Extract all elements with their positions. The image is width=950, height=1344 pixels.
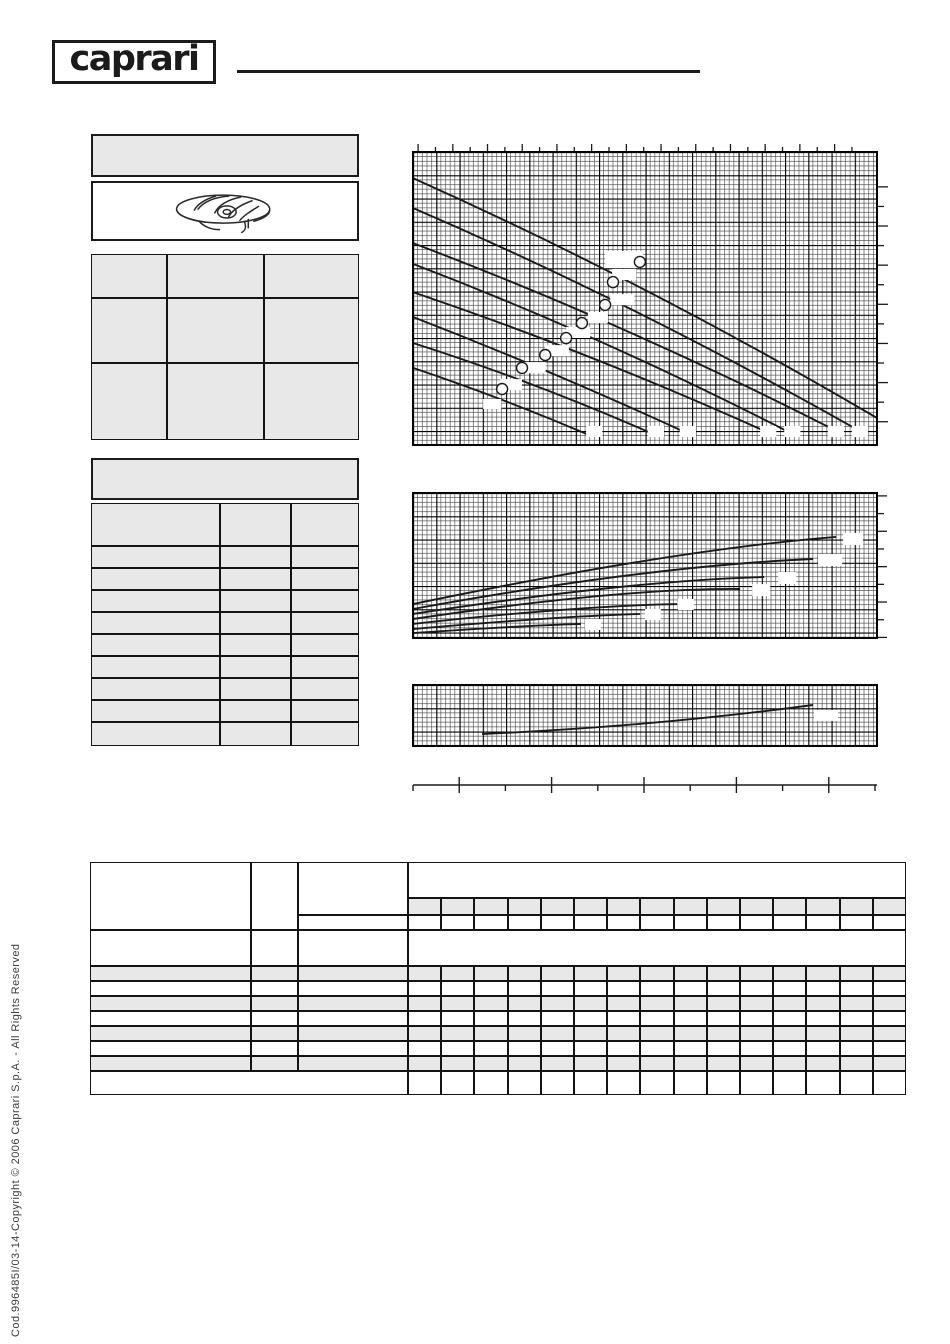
erased-label	[678, 599, 694, 610]
table-cell	[707, 1071, 740, 1095]
table-cell	[298, 981, 408, 996]
table-cell	[508, 1041, 541, 1056]
table-cell	[674, 1071, 707, 1095]
table-cell	[607, 1071, 640, 1095]
table-cell	[91, 546, 220, 568]
table-cell	[167, 298, 264, 363]
duty-point-marker	[600, 299, 611, 310]
table-cell	[607, 1041, 640, 1056]
erased-label	[680, 426, 696, 437]
duty-point-marker	[561, 333, 572, 344]
table-cell	[508, 1056, 541, 1071]
table-cell	[264, 254, 359, 298]
table-cell	[840, 1056, 873, 1071]
table-cell	[90, 1041, 251, 1056]
table-cell	[740, 1056, 773, 1071]
table-cell	[298, 1056, 408, 1071]
table-cell	[873, 898, 906, 915]
table-cell	[541, 898, 574, 915]
flow-scale-axis	[413, 777, 877, 795]
table-cell	[508, 996, 541, 1011]
section-header-box	[91, 458, 359, 500]
erased-label	[784, 426, 800, 437]
table-cell	[574, 1056, 607, 1071]
table-cell	[264, 298, 359, 363]
table-cell	[707, 915, 740, 930]
table-cell	[474, 966, 507, 981]
table-cell	[91, 254, 167, 298]
table-cell	[251, 996, 298, 1011]
table-cell	[773, 996, 806, 1011]
table-cell	[408, 898, 441, 915]
duty-point-marker	[634, 256, 645, 267]
table-cell	[607, 966, 640, 981]
table-cell	[840, 915, 873, 930]
table-cell	[251, 981, 298, 996]
table-cell	[607, 898, 640, 915]
table-cell	[541, 966, 574, 981]
table-cell	[740, 1071, 773, 1095]
table-cell	[541, 1071, 574, 1095]
head-flow-chart	[413, 152, 877, 445]
table-cell	[840, 1041, 873, 1056]
table-cell	[408, 930, 906, 966]
table-cell	[607, 915, 640, 930]
npsh-chart	[413, 685, 877, 746]
table-cell	[474, 1011, 507, 1026]
table-cell	[607, 981, 640, 996]
erased-label	[852, 426, 868, 437]
table-cell	[408, 1011, 441, 1026]
table-cell	[408, 966, 441, 981]
table-cell	[806, 898, 839, 915]
table-cell	[441, 996, 474, 1011]
table-cell	[574, 1011, 607, 1026]
table-cell	[291, 678, 359, 700]
table-cell	[220, 722, 291, 746]
table-cell	[167, 254, 264, 298]
table-cell	[91, 678, 220, 700]
table-cell	[474, 981, 507, 996]
table-cell	[167, 363, 264, 440]
table-cell	[441, 1056, 474, 1071]
table-cell	[840, 1026, 873, 1041]
erased-label	[648, 426, 664, 437]
caprari-logo	[52, 40, 216, 84]
table-cell	[408, 981, 441, 996]
table-cell	[291, 700, 359, 722]
table-cell	[840, 981, 873, 996]
table-cell	[508, 915, 541, 930]
table-cell	[707, 1041, 740, 1056]
table-cell	[806, 1041, 839, 1056]
duty-point-marker	[517, 362, 528, 373]
table-cell	[773, 966, 806, 981]
table-cell	[541, 1041, 574, 1056]
table-cell	[806, 1056, 839, 1071]
erased-label	[588, 312, 608, 323]
table-cell	[441, 1041, 474, 1056]
table-cell	[298, 1026, 408, 1041]
erased-label	[585, 619, 601, 630]
table-cell	[441, 1071, 474, 1095]
table-cell	[91, 656, 220, 678]
table-cell	[291, 656, 359, 678]
table-cell	[740, 1011, 773, 1026]
spec-table-1	[91, 254, 359, 440]
table-cell	[298, 996, 408, 1011]
table-cell	[740, 915, 773, 930]
table-cell	[773, 898, 806, 915]
table-cell	[773, 1071, 806, 1095]
table-cell	[773, 915, 806, 930]
table-cell	[840, 898, 873, 915]
table-cell	[508, 1011, 541, 1026]
table-cell	[640, 915, 673, 930]
table-cell	[707, 1026, 740, 1041]
erased-label	[828, 426, 844, 437]
table-cell	[773, 1011, 806, 1026]
table-cell	[91, 503, 220, 546]
table-cell	[291, 634, 359, 656]
table-cell	[91, 298, 167, 363]
table-cell	[873, 1026, 906, 1041]
table-cell	[220, 503, 291, 546]
table-cell	[640, 1011, 673, 1026]
table-cell	[806, 1011, 839, 1026]
table-cell	[90, 1026, 251, 1041]
table-cell	[640, 898, 673, 915]
table-cell	[740, 996, 773, 1011]
table-cell	[298, 1011, 408, 1026]
table-cell	[291, 568, 359, 590]
table-cell	[408, 1026, 441, 1041]
duty-point-marker	[540, 350, 551, 361]
table-cell	[90, 996, 251, 1011]
table-cell	[541, 915, 574, 930]
table-cell	[607, 1026, 640, 1041]
table-cell	[674, 1011, 707, 1026]
table-cell	[574, 981, 607, 996]
erased-label	[778, 572, 796, 584]
table-cell	[91, 612, 220, 634]
table-cell	[441, 966, 474, 981]
erased-label	[610, 294, 634, 305]
erased-label	[752, 584, 770, 596]
table-cell	[607, 996, 640, 1011]
table-cell	[90, 1071, 408, 1095]
table-cell	[264, 363, 359, 440]
erased-label	[818, 554, 842, 566]
table-cell	[773, 1026, 806, 1041]
table-cell	[251, 1011, 298, 1026]
table-cell	[773, 1041, 806, 1056]
table-cell	[607, 1011, 640, 1026]
table-cell	[707, 1011, 740, 1026]
table-cell	[873, 966, 906, 981]
table-cell	[674, 915, 707, 930]
table-cell	[740, 1026, 773, 1041]
table-cell	[508, 981, 541, 996]
table-cell	[291, 590, 359, 612]
table-cell	[806, 966, 839, 981]
table-cell	[773, 981, 806, 996]
table-cell	[740, 1041, 773, 1056]
table-cell	[873, 981, 906, 996]
table-cell	[740, 898, 773, 915]
impeller-image-box	[91, 181, 359, 241]
table-cell	[474, 1041, 507, 1056]
table-cell	[408, 862, 906, 898]
table-cell	[674, 966, 707, 981]
table-cell	[574, 996, 607, 1011]
table-cell	[291, 722, 359, 746]
table-cell	[298, 930, 408, 966]
table-cell	[474, 898, 507, 915]
table-cell	[408, 1041, 441, 1056]
table-cell	[220, 568, 291, 590]
header-rule	[237, 70, 700, 73]
table-cell	[474, 915, 507, 930]
table-cell	[508, 1026, 541, 1041]
erased-label	[843, 533, 863, 545]
table-cell	[91, 700, 220, 722]
table-cell	[541, 1026, 574, 1041]
table-cell	[298, 966, 408, 981]
spec-table-2	[91, 503, 359, 746]
table-cell	[541, 1011, 574, 1026]
erased-label	[483, 399, 501, 409]
table-cell	[251, 1041, 298, 1056]
table-cell	[640, 1026, 673, 1041]
table-cell	[806, 981, 839, 996]
table-cell	[291, 503, 359, 546]
table-cell	[220, 590, 291, 612]
table-cell	[441, 981, 474, 996]
table-cell	[740, 981, 773, 996]
table-cell	[251, 966, 298, 981]
table-cell	[873, 1041, 906, 1056]
table-cell	[607, 1056, 640, 1071]
table-cell	[873, 1056, 906, 1071]
erased-label	[586, 426, 602, 437]
table-cell	[220, 700, 291, 722]
table-cell	[707, 1056, 740, 1071]
table-cell	[90, 862, 251, 930]
duty-point-marker	[497, 384, 508, 395]
erased-label	[645, 609, 661, 620]
table-cell	[674, 1041, 707, 1056]
table-cell	[574, 1041, 607, 1056]
table-cell	[806, 915, 839, 930]
table-cell	[574, 1026, 607, 1041]
table-cell	[408, 915, 441, 930]
table-cell	[291, 546, 359, 568]
table-cell	[640, 1071, 673, 1095]
table-cell	[251, 862, 298, 930]
duty-point-marker	[608, 277, 619, 288]
table-cell	[90, 981, 251, 996]
table-cell	[574, 898, 607, 915]
table-cell	[707, 898, 740, 915]
table-cell	[508, 1071, 541, 1095]
table-cell	[441, 898, 474, 915]
erased-label	[760, 426, 776, 437]
table-cell	[508, 898, 541, 915]
table-cell	[298, 915, 408, 930]
table-cell	[251, 930, 298, 966]
table-cell	[640, 996, 673, 1011]
table-cell	[90, 1011, 251, 1026]
table-cell	[840, 966, 873, 981]
table-cell	[508, 966, 541, 981]
table-cell	[806, 1026, 839, 1041]
erased-label	[814, 710, 838, 721]
table-cell	[220, 656, 291, 678]
table-cell	[474, 1026, 507, 1041]
table-cell	[298, 1041, 408, 1056]
table-cell	[408, 1071, 441, 1095]
table-cell	[773, 1056, 806, 1071]
table-cell	[474, 1071, 507, 1095]
table-cell	[91, 722, 220, 746]
table-cell	[251, 1026, 298, 1041]
table-cell	[840, 1011, 873, 1026]
table-cell	[873, 915, 906, 930]
table-cell	[298, 862, 408, 915]
table-cell	[674, 981, 707, 996]
series-header-box	[91, 134, 359, 177]
table-cell	[806, 1071, 839, 1095]
power-chart	[413, 493, 877, 638]
table-cell	[873, 1071, 906, 1095]
table-cell	[707, 996, 740, 1011]
performance-table	[90, 862, 906, 1095]
table-cell	[873, 1011, 906, 1026]
table-cell	[640, 981, 673, 996]
table-cell	[220, 678, 291, 700]
table-cell	[674, 898, 707, 915]
table-cell	[541, 996, 574, 1011]
table-cell	[674, 996, 707, 1011]
table-cell	[474, 1056, 507, 1071]
table-cell	[541, 1056, 574, 1071]
copyright-vertical-text: Cod.996485I/03-14-Copyright © 2006 Caprari S.p.A. - All Rights Reserved	[10, 943, 22, 1337]
table-cell	[740, 966, 773, 981]
table-cell	[806, 996, 839, 1011]
table-cell	[220, 546, 291, 568]
table-cell	[91, 363, 167, 440]
table-cell	[574, 915, 607, 930]
table-cell	[640, 966, 673, 981]
table-cell	[90, 966, 251, 981]
table-cell	[91, 568, 220, 590]
table-cell	[574, 966, 607, 981]
table-cell	[541, 981, 574, 996]
table-cell	[441, 915, 474, 930]
table-cell	[220, 634, 291, 656]
table-cell	[640, 1056, 673, 1071]
table-cell	[873, 996, 906, 1011]
table-cell	[707, 981, 740, 996]
table-cell	[408, 996, 441, 1011]
caprari-logo-text: caprari	[69, 39, 199, 79]
table-cell	[91, 590, 220, 612]
table-cell	[840, 996, 873, 1011]
table-cell	[90, 1056, 251, 1071]
table-cell	[408, 1056, 441, 1071]
table-cell	[90, 930, 251, 966]
table-cell	[441, 1011, 474, 1026]
table-cell	[91, 634, 220, 656]
table-cell	[674, 1026, 707, 1041]
table-cell	[474, 996, 507, 1011]
chart-grid	[413, 685, 877, 746]
impeller-icon	[162, 184, 288, 238]
table-cell	[291, 612, 359, 634]
table-cell	[441, 1026, 474, 1041]
table-cell	[674, 1056, 707, 1071]
table-cell	[707, 966, 740, 981]
duty-point-marker	[576, 318, 587, 329]
table-cell	[574, 1071, 607, 1095]
table-cell	[640, 1041, 673, 1056]
table-cell	[840, 1071, 873, 1095]
table-cell	[251, 1056, 298, 1071]
table-cell	[220, 612, 291, 634]
